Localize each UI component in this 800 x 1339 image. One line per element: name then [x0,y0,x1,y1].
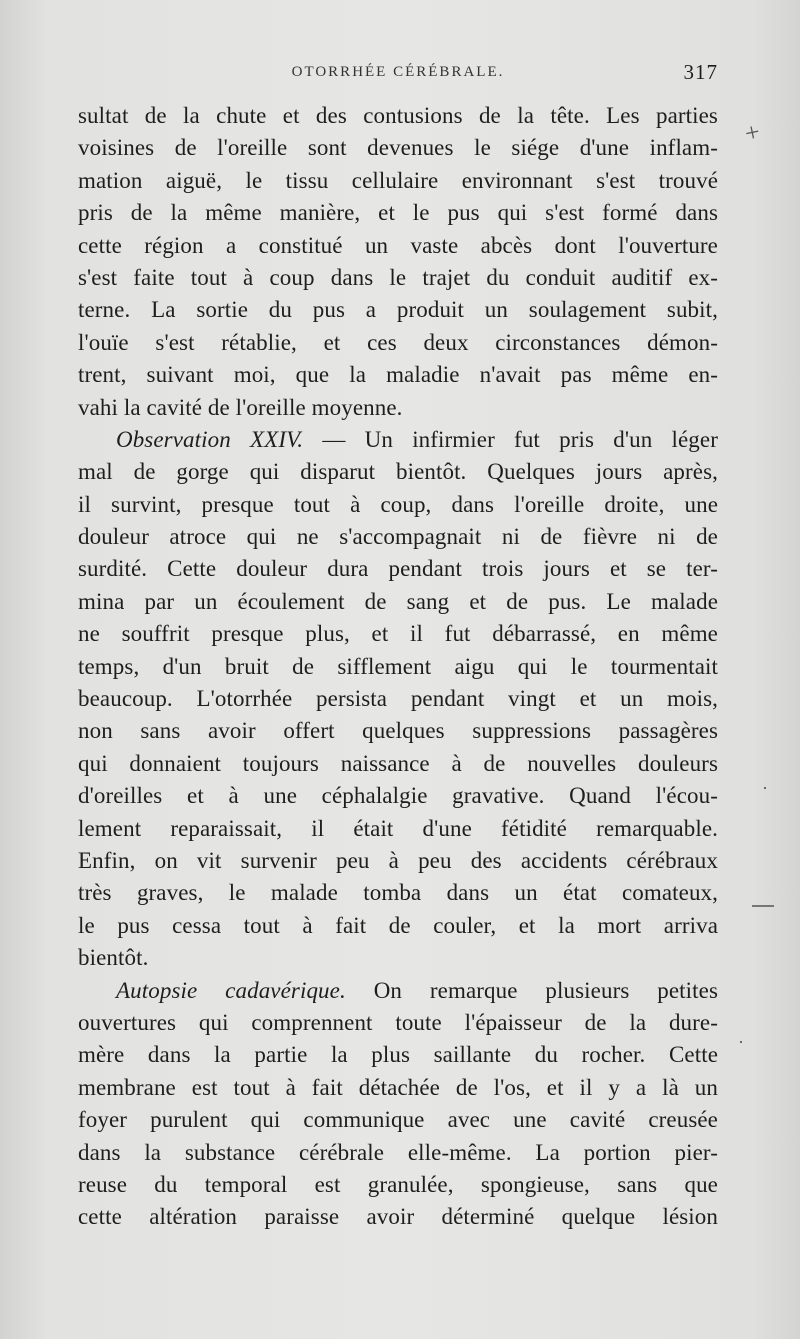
page-header [78,60,718,90]
text-line: surdité. Cette douleur dura pendant trois jours et se ter- [78,556,718,582]
margin-dot-mark: · [738,1032,744,1052]
text-line: dans la substance cérébrale elle-même. La portion pier- [78,1139,718,1165]
text-line: temps, d'un bruit de sifflement aigu qui le tourmentait [78,653,718,679]
text-line: Enfin, on vit survenir peu à peu des accidents cérébraux [78,847,718,873]
text-line: mère dans la partie la plus saillante du rocher. Cette [78,1042,718,1068]
running-title: OTORRHÉE CÉRÉBRALE. [291,64,505,80]
autopsie-first-line: On remarque plusieurs petites [345,977,719,1003]
text-line: sultat de la chute et des contusions de la tête. Les parties [78,103,718,128]
autopsie-label: Autopsie cadavérique. [116,977,346,1003]
observation-first-line: — Un infirmier fut pris d'un léger [303,426,718,452]
text-line: mation aiguë, le tissu cellulaire environnant s'est trouvé [78,167,718,193]
margin-dash-mark [752,905,774,907]
page-number: 317 [683,60,718,84]
text-line: cette région a constitué un vaste abcès dont l'ouverture [78,232,718,258]
margin-dot-mark: · [762,778,768,798]
text-line: le pus cessa tout à fait de couler, et la mort arriva [78,912,718,938]
text-line: ne souffrit presque plus, et il fut débarrassé, en même [78,621,718,647]
text-line: très graves, le malade tomba dans un état comateux, [78,880,718,906]
text-line: ouvertures qui comprennent toute l'épaisseur de la dure- [78,1009,718,1035]
text-line: l'ouïe s'est rétablie, et ces deux circonstances démon- [78,329,718,355]
text-line: membrane est tout à fait détachée de l'os, et il y a là un [78,1074,718,1100]
text-line: d'oreilles et à une céphalalgie gravative. Quand l'écou- [78,783,718,809]
body-text [78,100,718,1234]
text-line: bientôt. [78,945,149,971]
observation-label: Observation XXIV. [116,426,304,452]
text-line: il survint, presque tout à coup, dans l'oreille droite, une [78,491,718,517]
text-line: mal de gorge qui disparut bientôt. Quelques jours après, [78,459,718,485]
text-line: cette altération paraisse avoir déterminé quelque lésion [78,1204,718,1230]
text-line: pris de la même manière, et le pus qui s'est formé dans [78,200,718,226]
text-line: terne. La sortie du pus a produit un soulagement subit, [78,297,718,323]
text-line: non sans avoir offert quelques suppressions passagères [78,718,718,744]
text-line: foyer purulent qui communique avec une cavité creusée [78,1107,718,1133]
text-line: douleur atroce qui ne s'accompagnait ni de fièvre ni de [78,524,718,550]
text-line: vahi la cavité de l'oreille moyenne. [78,394,403,420]
observation-heading-line [78,424,718,456]
text-line: mina par un écoulement de sang et de pus. Le malade [78,588,718,614]
text-line: s'est faite tout à coup dans le trajet du conduit auditif ex- [78,264,718,290]
margin-cross-mark: + [742,116,763,149]
text-line: lement reparaissait, il était d'une fétidité remarquable. [78,815,718,841]
text-line: trent, suivant moi, que la maladie n'avait pas même en- [78,362,718,388]
text-line: beaucoup. L'otorrhée persista pendant vingt et un mois, [78,686,718,712]
text-line: qui donnaient toujours naissance à de nouvelles douleurs [78,750,718,776]
autopsie-heading-line [78,975,718,1007]
text-line: voisines de l'oreille sont devenues le siége d'une inflam- [78,135,718,161]
text-line: reuse du temporal est granulée, spongieuse, sans que [78,1171,718,1197]
